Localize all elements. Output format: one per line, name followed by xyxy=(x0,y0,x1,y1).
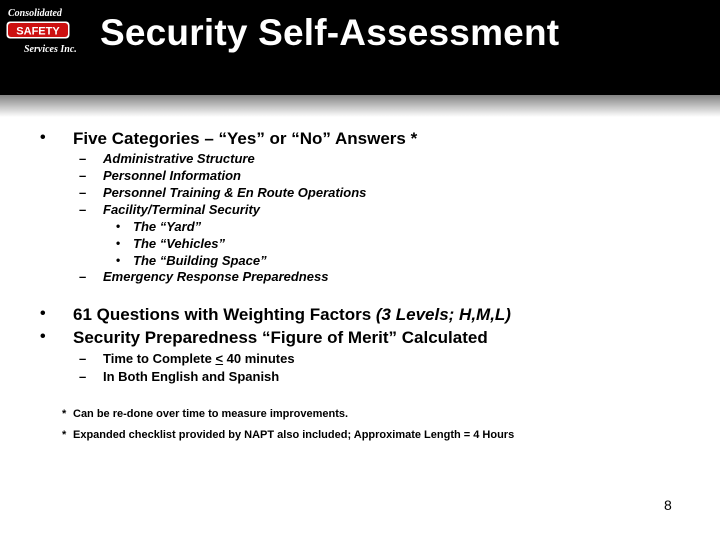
page-title: Security Self-Assessment xyxy=(100,12,560,53)
dash-marker: – xyxy=(79,351,87,366)
dash-marker: – xyxy=(79,269,87,284)
facility-item: The “Vehicles” xyxy=(133,236,225,251)
dash-marker: – xyxy=(79,202,87,217)
time-to-complete xyxy=(103,351,295,366)
logo-text-consolidated: Consolidated xyxy=(8,8,62,19)
languages-item: In Both English and Spanish xyxy=(103,369,280,384)
sub-bullet-dot: • xyxy=(116,253,121,267)
bullet-dot: • xyxy=(40,305,46,322)
logo-text-safety: SAFETY xyxy=(16,25,60,38)
logo-text-services: Services Inc. xyxy=(24,44,77,55)
header-fade xyxy=(0,62,720,117)
facility-item: The “Yard” xyxy=(133,219,202,234)
category-item: Emergency Response Preparedness xyxy=(103,269,329,284)
page-number: 8 xyxy=(664,497,672,513)
sub-bullet-dot: • xyxy=(116,219,121,233)
footnote-asterisk: * xyxy=(62,408,67,420)
category-item: Personnel Training & En Route Operations xyxy=(103,185,367,200)
questions-text: 61 Questions with Weighting Factors xyxy=(73,305,376,324)
less-equal-sign: < xyxy=(215,351,224,366)
dash-marker: – xyxy=(79,151,87,166)
facility-item: The “Building Space” xyxy=(133,253,267,268)
bullet-figure-of-merit: Security Preparedness “Figure of Merit” Calculated xyxy=(73,328,488,347)
footnote-asterisk: * xyxy=(62,429,67,441)
dash-marker: – xyxy=(79,369,87,384)
bullet-dot: • xyxy=(40,328,46,345)
footnote-redone: Can be re-done over time to measure improvements. xyxy=(73,408,349,420)
bullet-five-categories: Five Categories – “Yes” or “No” Answers * xyxy=(73,129,418,148)
dash-marker: – xyxy=(79,185,87,200)
time-prefix: Time to Complete xyxy=(103,351,216,366)
category-item: Facility/Terminal Security xyxy=(103,202,261,217)
weighting-levels-text: (3 Levels; H,M,L) xyxy=(375,305,511,324)
company-logo xyxy=(4,4,96,58)
time-suffix: 40 minutes xyxy=(223,351,295,366)
category-item: Administrative Structure xyxy=(103,151,255,166)
bullet-dot: • xyxy=(40,129,46,146)
sub-bullet-dot: • xyxy=(116,236,121,250)
bullet-61-questions xyxy=(73,305,511,325)
category-item: Personnel Information xyxy=(103,168,241,183)
footnote-napt: Expanded checklist provided by NAPT also included; Approximate Length = 4 Hours xyxy=(73,429,515,441)
dash-marker: – xyxy=(79,168,87,183)
